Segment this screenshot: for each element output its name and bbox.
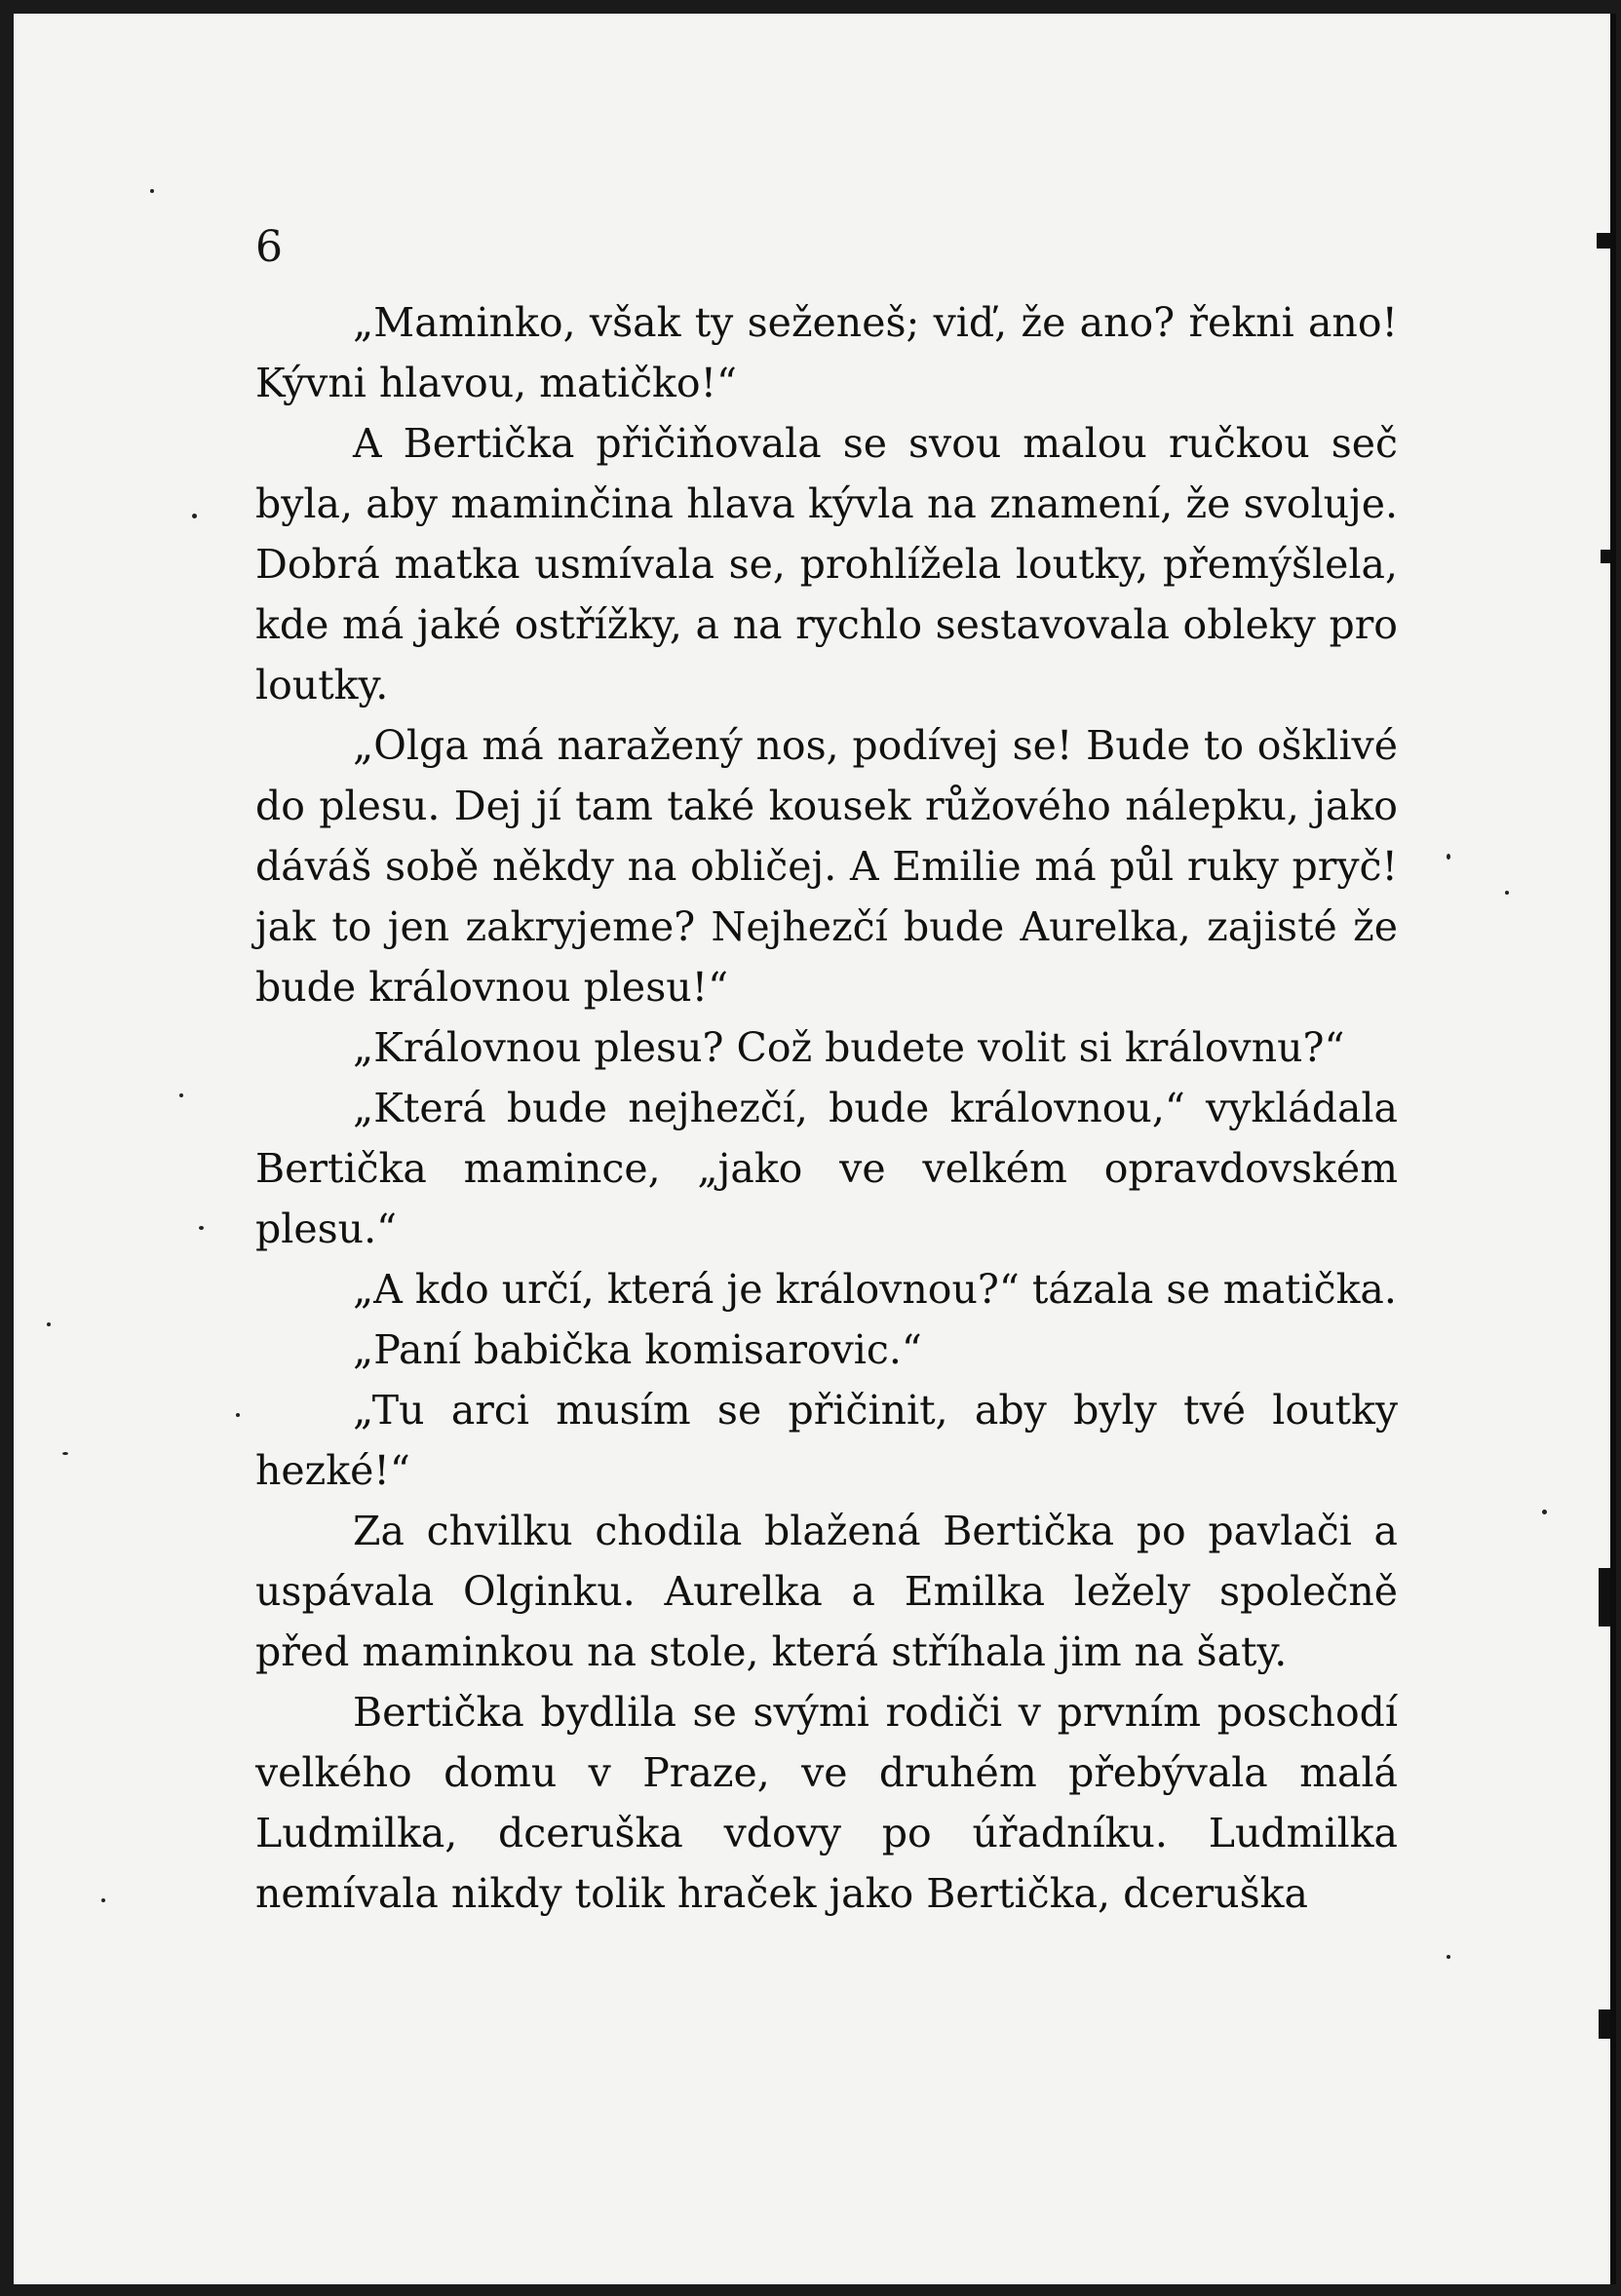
binding-mark <box>1599 1568 1610 1626</box>
paragraph: Za chvilku chodila blažená Bertička po pavlači a uspávala Olginku. Aurelka a Emilka ležely společně před maminkou na stole, která stříhala jim na šaty. <box>255 1508 1398 1675</box>
scan-speck <box>1542 1510 1547 1514</box>
paragraph: „Královnou plesu? Což budete volit si královnu?“ <box>353 1024 1345 1071</box>
binding-mark <box>1599 2009 1610 2039</box>
paragraph: „Olga má naražený nos, podívej se! Bude to ošklivé do plesu. Dej jí tam také kousek růžového nálepku, jako dáváš sobě někdy na obličej. A Emilie má půl ruky pryč! jak to jen zakryjeme? Nejhezčí bude Aurelka, zajisté že bude královnou plesu!“ <box>255 722 1398 1011</box>
scan-speck <box>101 1898 105 1902</box>
scan-speck <box>150 189 154 193</box>
scan-speck <box>62 1452 68 1455</box>
scan-speck <box>236 1413 240 1417</box>
scan-speck <box>1505 891 1509 895</box>
paragraph: „Maminko, však ty seženeš; viď, že ano? řekni ano! Kývni hlavou, matičko!“ <box>255 299 1398 406</box>
paragraph: „Paní babička komisarovic.“ <box>353 1326 922 1373</box>
book-page <box>14 14 1616 2284</box>
scan-speck <box>1447 1955 1450 1959</box>
body-text <box>255 292 1398 1924</box>
scan-speck <box>1447 854 1450 860</box>
paragraph: A Bertička přičiňovala se svou malou ručkou seč byla, aby maminčina hlava kývla na znamení, že svoluje. Dobrá matka usmívala se, prohlížela loutky, přemýšlela, kde má jaké ostřížky, a na rychlo sestavovala obleky pro loutky. <box>255 420 1398 708</box>
binding-mark <box>1601 550 1610 563</box>
scan-speck <box>192 514 197 518</box>
paragraph: „Tu arci musím se přičinit, aby byly tvé loutky hezké!“ <box>255 1387 1398 1494</box>
paragraph: „Která bude nejhezčí, bude královnou,“ vykládala Bertička mamince, „jako ve velkém opravdovském plesu.“ <box>255 1085 1398 1252</box>
paragraph: „A kdo určí, která je královnou?“ tázala se matička. <box>353 1266 1397 1313</box>
scan-speck <box>47 1322 51 1326</box>
scan-speck <box>199 1226 204 1230</box>
paragraph: Bertička bydlila se svými rodiči v prvním poschodí velkého domu v Praze, ve druhém přebývala malá Ludmilka, dceruška vdovy po úřadníku. Ludmilka nemívala nikdy tolik hraček jako Bertička, dceruška <box>255 1689 1398 1917</box>
binding-mark <box>1597 233 1610 249</box>
page-number: 6 <box>255 222 283 272</box>
scan-speck <box>179 1093 183 1097</box>
